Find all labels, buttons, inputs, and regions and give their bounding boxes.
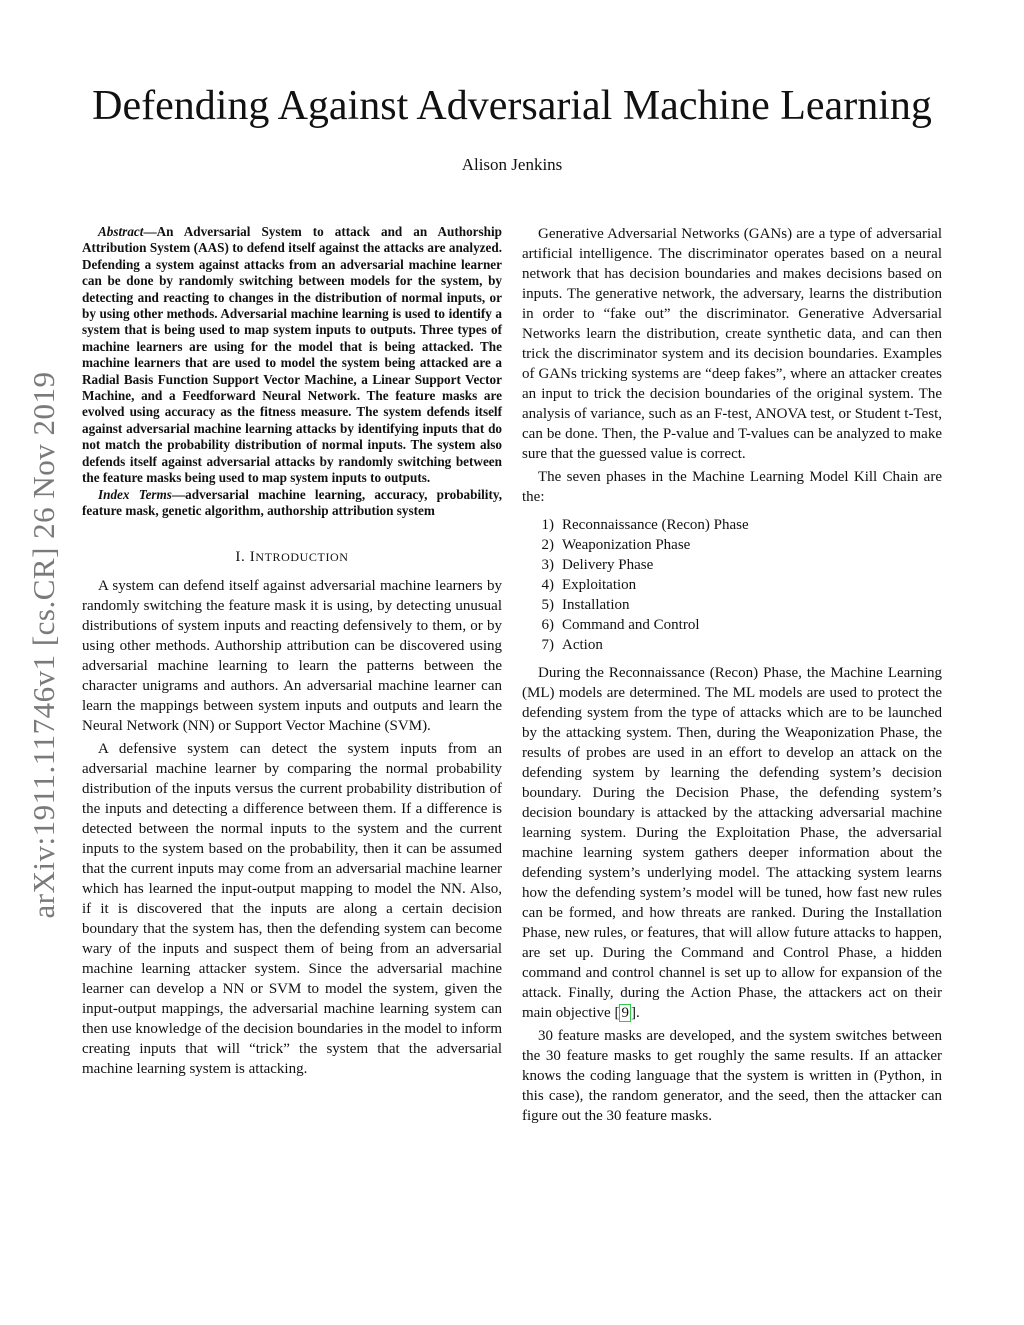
author-name: Alison Jenkins bbox=[461, 155, 563, 174]
citation-link[interactable]: 9 bbox=[621, 1005, 629, 1021]
section-number: I. bbox=[235, 549, 250, 566]
right-column bbox=[522, 224, 942, 1126]
kill-chain-intro: The seven phases in the Machine Learning Model Kill Chain are the: bbox=[522, 469, 942, 505]
list-item-number: 7) bbox=[541, 637, 554, 653]
kill-chain-list bbox=[522, 515, 942, 655]
arxiv-margin-stamp bbox=[20, 345, 68, 945]
intro-paragraph-1: A system can defend itself against adversarial machine learners by randomly switching the feature mask it is using, by detecting unusual distributions of system inputs and reacting defensively to them, or by using other methods. Authorship attribution can be discovered using adversarial machine learning to learn the patterns between the character unigrams and authors. An adversarial machine learner can learn the mappings between system inputs and outputs and learn the Neural Network (NN) or Support Vector Machine (SVM). bbox=[82, 578, 502, 735]
list-item-number: 4) bbox=[541, 577, 554, 593]
list-item bbox=[522, 595, 942, 615]
phases-paragraph bbox=[522, 663, 942, 1023]
arxiv-identifier: arXiv:1911.11746v1 [cs.CR] 26 Nov 2019 bbox=[26, 371, 61, 919]
section-initial: I bbox=[249, 549, 256, 566]
citation-close: ]. bbox=[630, 1005, 640, 1021]
list-item bbox=[522, 515, 942, 535]
list-item bbox=[522, 555, 942, 575]
list-item bbox=[522, 575, 942, 595]
section-heading-introduction bbox=[82, 547, 502, 567]
list-item-label: Reconnaissance (Recon) Phase bbox=[562, 517, 749, 533]
abstract-dash: — bbox=[143, 224, 157, 239]
abstract bbox=[82, 224, 502, 487]
citation-open: [ bbox=[614, 1005, 620, 1021]
phases-text: During the Reconnaissance (Recon) Phase, the Machine Learning (ML) models are determined. The ML models are used to protect the defending system from the type of attacks which are to be launched by the attacking system. Then, during the Weaponization Phase, the results of probes are used in an effort to develop an attack on the defending system by learning the defending system’s decision boundary. During the Decision Phase, the defending system’s decision boundary is attacked by the attacking adversarial machine learning system. During the Exploitation Phase, the adversarial machine learning system gathers deeper information about the defending system’s underlying model. The attacking system learns how the defending system’s model will be tuned, how fast new rules can be formed, and how threats are ranked. During the Installation Phase, new rules, or features, that will allow future attacks to happen, are set up. During the Command and Control Phase, a hidden command and control channel is set up to allow for expansion of the attack. Finally, during the Action Phase, the attackers act on their main objective bbox=[522, 665, 942, 1021]
list-item-label: Weaponization Phase bbox=[562, 537, 691, 553]
list-item bbox=[522, 535, 942, 555]
section-title-rest: NTRODUCTION bbox=[255, 550, 349, 565]
index-terms-text: adversarial machine learning, accuracy, probability, feature mask, genetic algorithm, authorship attribution system bbox=[82, 486, 502, 518]
index-terms-dash: — bbox=[171, 486, 186, 502]
gan-paragraph: Generative Adversarial Networks (GANs) are a type of adversarial artificial intelligence. The discriminator operates based on a neural network that has decision boundaries and makes decisions based on inputs. The generative network, the adversary, learns the distribution in order to “fake out” the discriminator. Generative Adversarial Networks learn the distribution, create synthetic data, and can then trick the discriminator system and its decision boundaries. Examples of GANs tricking systems are “deep fakes”, where an attacker creates an input to trick the decision boundaries of the original system. The analysis of variance, such as an F-test, ANOVA test, or Student t-Test, can be done. Then, the P-value and T-values can be analyzed to make sure that the guessed value is correct. bbox=[522, 226, 942, 462]
left-column bbox=[82, 224, 502, 1079]
list-item-number: 5) bbox=[541, 597, 554, 613]
list-item-number: 2) bbox=[541, 537, 554, 553]
list-item-label: Command and Control bbox=[562, 617, 700, 633]
list-item bbox=[522, 635, 942, 655]
list-item-label: Action bbox=[562, 637, 603, 653]
list-item-number: 6) bbox=[541, 617, 554, 633]
index-terms-lead: Index Terms bbox=[98, 486, 172, 502]
list-item-label: Exploitation bbox=[562, 577, 637, 593]
list-item-label: Delivery Phase bbox=[562, 557, 654, 573]
abstract-text: An Adversarial System to attack and an Authorship Attribution System (AAS) to defend itself against the attacks are analyzed. Defending a system against attacks from an adversarial machine learner can be done by randomly switching between models for the system, by detecting and reacting to changes in the distribution of normal inputs, or by using other methods. Adversarial machine learning is used to identify a system that is being used to map system inputs to outputs. Three types of machine learners are using for the model that is being attacked. The machine learners that are used to model the system being attacked are a Radial Basis Function Support Vector Machine, a Linear Support Vector Machine, and a Feedforward Neural Network. The feature masks are evolved using accuracy as the fitness measure. The system defends itself against adversarial machine learning attacks by identifying inputs that do not match the probability distribution of normal inputs. The system also defends itself against adversarial attacks by randomly switching between the feature masks being used to map system inputs to outputs. bbox=[82, 224, 502, 486]
list-item-label: Installation bbox=[562, 597, 630, 613]
paper-title: Defending Against Adversarial Machine Learning bbox=[92, 83, 932, 129]
list-item-number: 1) bbox=[541, 517, 554, 533]
list-item bbox=[522, 615, 942, 635]
abstract-lead: Abstract bbox=[98, 224, 144, 239]
index-terms bbox=[82, 487, 502, 520]
list-item-number: 3) bbox=[541, 557, 554, 573]
feature-masks-paragraph: 30 feature masks are developed, and the system switches between the 30 feature masks to get roughly the same results. If an attacker knows the coding language that the system is written in (Python, in this case), the random generator, and the seed, then the attacker can figure out the 30 feature masks. bbox=[522, 1028, 942, 1124]
intro-paragraph-2: A defensive system can detect the system inputs from an adversarial machine learner by comparing the normal probability distribution of the inputs versus the current probability distribution of the inputs and detecting a difference between them. If a difference is detected between the normal inputs to the system and the current inputs to the system based on the probability, then it can be assumed that the current inputs may come from an adversarial machine learner which has learned the input-output mapping to model the NN. Also, if it is discovered that the inputs are along a certain decision boundary that the system has, then the defending system can become wary of the inputs and suspect them of being from an adversarial machine learning attacker system. Since the adversarial machine learner can develop a NN or SVM to model the system, given the input-output mappings, the adversarial machine learning system can then use knowledge of the decision boundaries in the model to inform creating inputs that will “trick” the system that the adversarial machine learning system is attacking. bbox=[82, 741, 502, 1078]
